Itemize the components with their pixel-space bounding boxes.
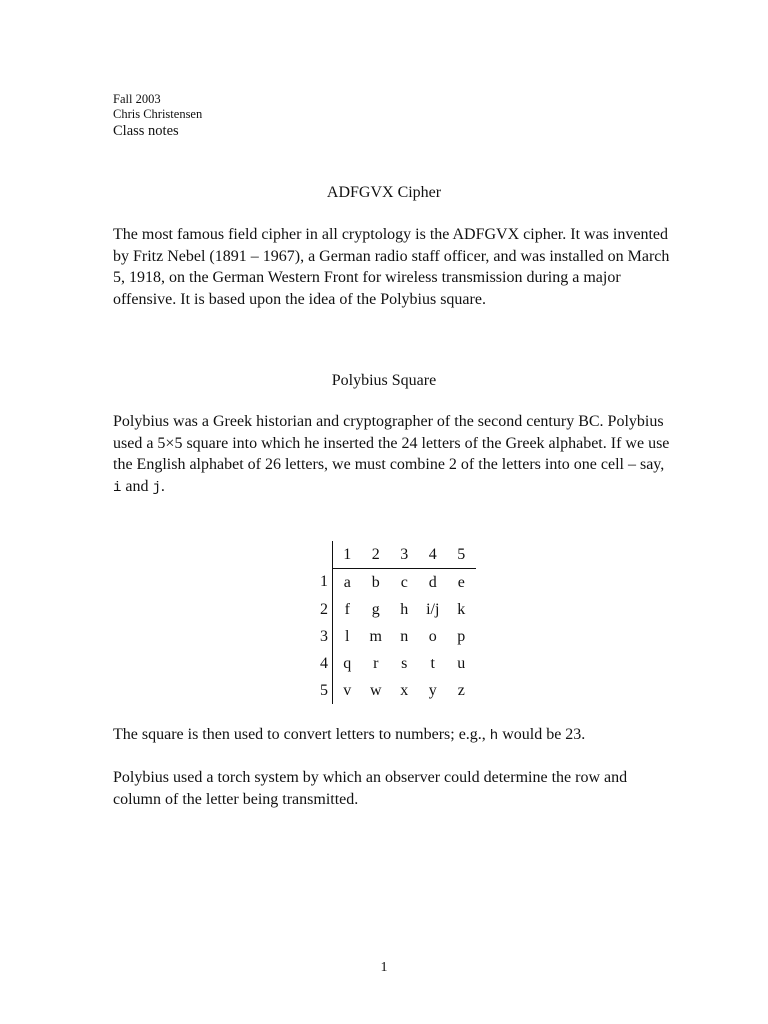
table-cell: r <box>373 654 379 672</box>
column-header: 3 <box>390 541 419 569</box>
conversion-text-pre: The square is then used to convert letters to numbers; e.g., <box>113 726 490 743</box>
table-cell: w <box>369 681 382 699</box>
table-cell: o <box>428 627 437 645</box>
table-corner <box>302 541 333 569</box>
table-cell: c <box>400 573 408 591</box>
table-cell: p <box>457 627 466 645</box>
section-title-polybius: Polybius Square <box>331 372 437 389</box>
row-header: 3 <box>302 623 333 650</box>
table-row <box>302 569 476 597</box>
table-cell: z <box>457 681 465 699</box>
course-label: Class notes <box>113 123 179 139</box>
table-cell: n <box>400 627 409 645</box>
table-cell: t <box>430 654 435 672</box>
polybius-square-table <box>302 541 476 704</box>
paragraph-conversion <box>113 724 673 748</box>
section-title-adfgvx: ADFGVX Cipher <box>326 184 442 201</box>
table-cell: u <box>457 654 466 672</box>
paragraph-adfgvx-intro: The most famous field cipher in all cryptology is the ADFGVX cipher. It was invented by Fritz Nebel (1891 – 1967), a German radio staff officer, and was installed on March 5, 1918, on the German Western Front for wireless transmission during a major offensive. It is based upon the idea of the Polybius square. <box>113 226 670 308</box>
table-cell: h <box>400 600 409 618</box>
table-cell: s <box>401 654 408 672</box>
table-cell: i/j <box>426 600 440 618</box>
letter-h: h <box>489 728 499 744</box>
column-header: 1 <box>333 541 362 569</box>
paragraph-polybius-intro <box>113 411 673 499</box>
polybius-text: Polybius was a Greek historian and cryptographer of the second century BC. Polybius used a 5×5 square into which he inserted the 24 letters of the Greek alphabet. If we use the English alphabet of 26 letters, we must combine 2 of the letters into one cell – say, <box>113 413 670 473</box>
table-cell: l <box>345 627 350 645</box>
table-cell: e <box>457 573 465 591</box>
header-block <box>113 92 202 140</box>
conversion-text-post: would be 23. <box>498 726 586 743</box>
paragraph-torch-system: Polybius used a torch system by which an observer could determine the row and column of the letter being transmitted. <box>113 769 628 808</box>
column-header: 4 <box>419 541 448 569</box>
and-word: and <box>121 477 153 495</box>
table-cell: v <box>343 681 352 699</box>
table-row <box>302 677 476 704</box>
table-row <box>302 596 476 623</box>
row-header: 4 <box>302 650 333 677</box>
table-cell: b <box>371 573 380 591</box>
table-header-row <box>302 541 476 569</box>
row-header: 5 <box>302 677 333 704</box>
table-cell: d <box>428 573 437 591</box>
semester-label: Fall 2003 <box>113 92 161 106</box>
letter-j: j <box>152 479 161 496</box>
period: . <box>160 477 165 495</box>
table-cell: f <box>344 600 350 618</box>
table-cell: g <box>371 600 380 618</box>
letter-i: i <box>113 479 122 496</box>
table-cell: q <box>343 654 352 672</box>
table-cell: k <box>457 600 466 618</box>
table-cell: m <box>369 627 382 645</box>
table-cell: a <box>343 573 351 591</box>
page-number: 1 <box>380 960 388 975</box>
row-header: 2 <box>302 596 333 623</box>
table-row <box>302 623 476 650</box>
table-cell: x <box>400 681 409 699</box>
table-row <box>302 650 476 677</box>
column-header: 5 <box>447 541 476 569</box>
table-cell: y <box>428 681 437 699</box>
author-label: Chris Christensen <box>113 107 203 121</box>
row-header: 1 <box>302 569 333 597</box>
column-header: 2 <box>362 541 391 569</box>
